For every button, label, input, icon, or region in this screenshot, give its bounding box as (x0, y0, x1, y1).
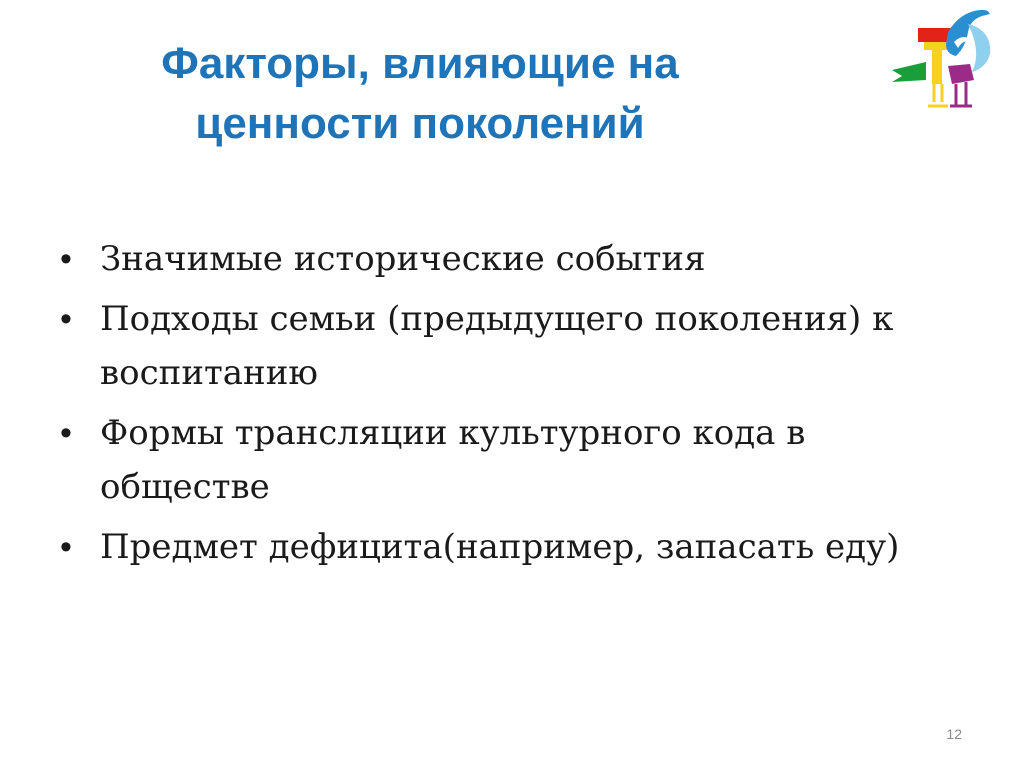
bullet-text: Подходы семьи (предыдущего поколения) к воспитанию (100, 299, 894, 393)
bullet-dot: • (60, 240, 72, 278)
list-item (60, 292, 960, 400)
slide-title (120, 34, 720, 154)
slide-title-line-2: ценности поколений (195, 99, 645, 148)
bullet-text: Предмет дефицита(например, запасать еду) (100, 527, 900, 567)
bullet-dot: • (60, 300, 72, 338)
page-number: 12 (946, 726, 962, 742)
list-item (60, 406, 960, 514)
bullet-dot: • (60, 414, 72, 452)
list-item (60, 232, 960, 286)
bullet-text: Значимые исторические события (100, 239, 706, 279)
bullet-dot: • (60, 528, 72, 566)
slide-title-line-1: Факторы, влияющие на (161, 39, 679, 88)
logo-icon (890, 2, 1000, 112)
list-item (60, 520, 960, 574)
bullet-list (60, 232, 960, 580)
bullet-text: Формы трансляции культурного кода в обществе (100, 413, 806, 507)
